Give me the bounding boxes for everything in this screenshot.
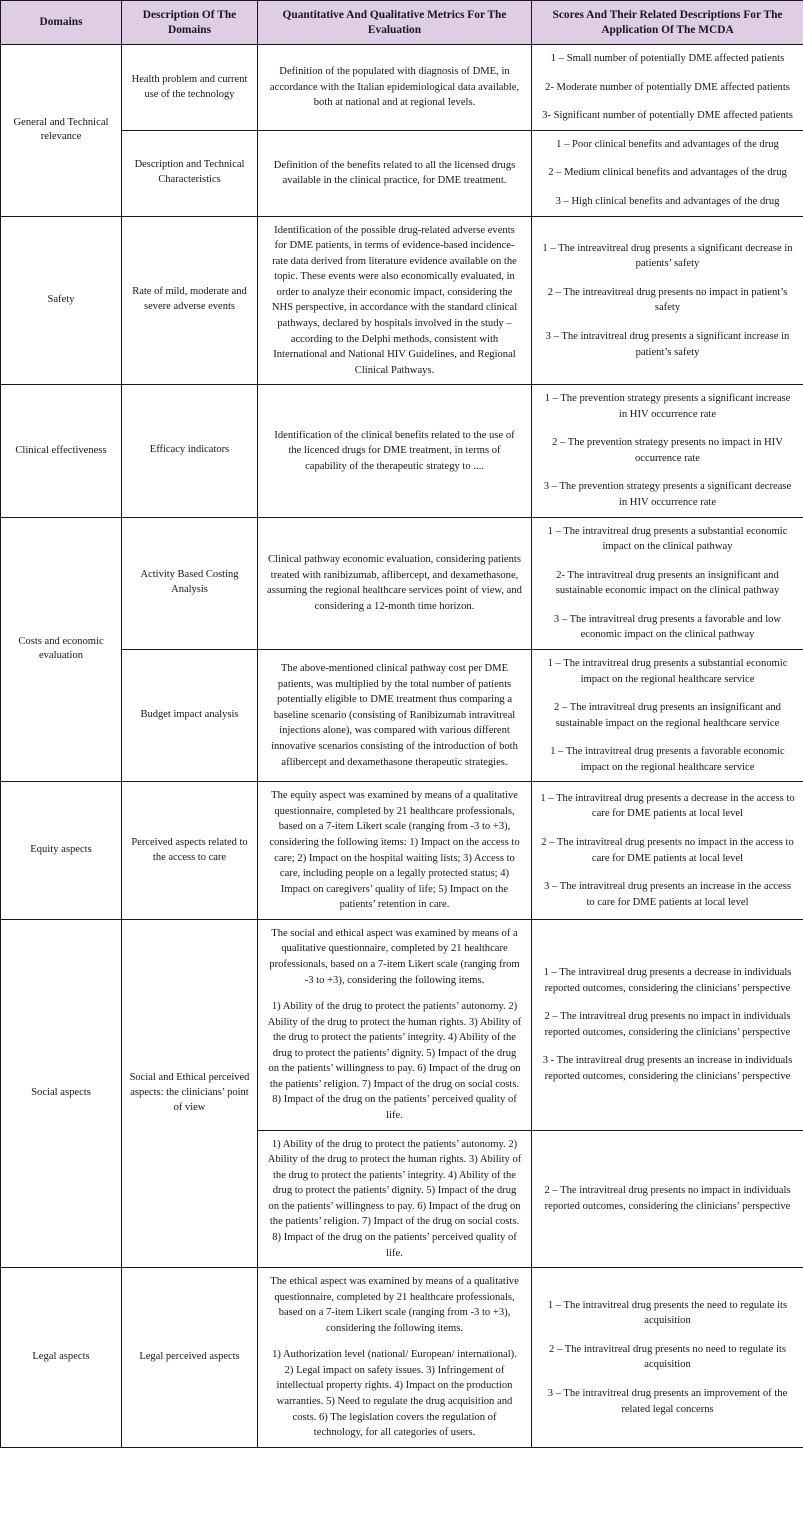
table-row <box>1 45 803 131</box>
scores-cell <box>532 385 803 517</box>
score-description: 1 – Small number of potentially DME affected patients <box>550 53 785 65</box>
metrics-cell <box>258 517 532 649</box>
table-row <box>1 216 803 385</box>
metrics-paragraph: The social and ethical aspect was examined by means of a qualitative questionnaire, completed by 21 healthcare professionals, based on a 7-item Likert scale (ranging from -3 to +3), considering the following items. <box>269 927 520 986</box>
scores-cell <box>532 517 803 649</box>
score-description: 3 – High clinical benefits and advantages of the drug <box>555 196 780 207</box>
description-cell: Efficacy indicators <box>122 385 258 517</box>
table-row <box>1 130 803 216</box>
metrics-cell <box>258 782 532 920</box>
table-row <box>1 1268 803 1448</box>
table-row <box>1 649 803 781</box>
metrics-cell <box>258 649 532 781</box>
score-description: 3- Significant number of potentially DME affected patients <box>542 110 793 122</box>
score-description: 3 – The prevention strategy presents a significant decrease in HIV occurrence rate <box>543 481 792 508</box>
metrics-cell <box>258 385 532 517</box>
score-description: 2 – The intravitreal drug presents no impact in individuals reported outcomes, considering the clinicians’ perspective <box>544 1011 791 1038</box>
metrics-paragraph: Clinical pathway economic evaluation, considering patients treated with ranibizumab, aflibercept, and dexamethasone, assuming the regional healthcare services point of view, and considering a 12-month time horizon. <box>267 554 522 612</box>
table-row <box>1 782 803 920</box>
score-description: 2 – The intravitreal drug presents no need to regulate its acquisition <box>549 1343 786 1371</box>
description-cell: Activity Based Costing Analysis <box>122 517 258 649</box>
description-cell: Rate of mild, moderate and severe adverse events <box>122 216 258 385</box>
score-description: 1 – The intravitreal drug presents a favorable economic impact on the regional healthcare service <box>550 746 785 773</box>
metrics-paragraph: 1) Authorization level (national/ European/ international). 2) Legal impact on safety issues. 3) Infringement of intellectual property rights. 4) Impact on the production warranties. 5) Need to regulate the drug acquisition and costs. 6) The legislation covers the regulation of technology, for all categories of users. <box>272 1349 517 1439</box>
column-header-metrics: Quantitative And Qualitative Metrics For The Evaluation <box>258 1 532 45</box>
domain-cell: Costs and economic evaluation <box>1 517 122 782</box>
scores-cell <box>532 782 803 920</box>
score-description: 3 – The intravitreal drug presents a significant increase in patient’s safety <box>545 330 790 358</box>
metrics-paragraph: Definition of the benefits related to all the licensed drugs available in the clinical practice, for DME treatment. <box>273 159 516 187</box>
domain-cell: General and Technical relevance <box>1 45 122 216</box>
domain-cell: Legal aspects <box>1 1268 122 1448</box>
description-cell: Budget impact analysis <box>122 649 258 781</box>
score-description: 3 – The intravitreal drug presents an improvement of the related legal concerns <box>547 1387 788 1415</box>
scores-cell <box>532 1130 803 1268</box>
description-cell: Perceived aspects related to the access to care <box>122 782 258 920</box>
scores-cell <box>532 45 803 131</box>
score-description: 1 – The intravitreal drug presents a decrease in the access to care for DME patients at local level <box>540 792 795 820</box>
description-cell: Legal perceived aspects <box>122 1268 258 1448</box>
domain-cell: Clinical effectiveness <box>1 385 122 517</box>
score-description: 2 – The prevention strategy presents no impact in HIV occurrence rate <box>552 437 783 464</box>
score-description: 2- The intravitreal drug presents an insignificant and sustainable economic impact on the clinical pathway <box>555 569 780 597</box>
score-description: 2 – The intravitreal drug presents an insignificant and sustainable impact on the regional healthcare service <box>554 702 781 729</box>
score-description: 1 – The intreavitreal drug presents a significant decrease in patients’ safety <box>542 242 793 270</box>
score-description: 1 – The prevention strategy presents a significant increase in HIV occurrence rate <box>544 393 791 420</box>
description-cell: Health problem and current use of the technology <box>122 45 258 131</box>
metrics-paragraph: Definition of the populated with diagnosis of DME, in accordance with the Italian epidemiological data available, both at national and at regional levels. <box>269 66 520 109</box>
metrics-cell <box>258 130 532 216</box>
column-header-description: Description Of The Domains <box>122 1 258 45</box>
metrics-cell <box>258 1130 532 1268</box>
scores-cell <box>532 130 803 216</box>
domain-cell: Safety <box>1 216 122 385</box>
metrics-paragraph: 1) Ability of the drug to protect the patients’ autonomy. 2) Ability of the drug to protect the human rights. 3) Ability of the drug to protect the patients’ integrity. 4) Ability of the drug to protect the patients’ dignity. 5) Impact of the drug on the patients’ willingness to pay. 6) Impact of the drug on the patients’ religion. 7) Impact of the drug on social costs. 8) Impact of the drug on the patients’ perceived quality of life. <box>267 1001 522 1121</box>
table-row <box>1 517 803 649</box>
score-description: 1 – The intravitreal drug presents a decrease in individuals reported outcomes, considering the clinicians’ perspective <box>543 967 792 994</box>
score-description: 1 – The intravitreal drug presents the need to regulate its acquisition <box>547 1299 788 1327</box>
score-description: 1 – The intravitreal drug presents a substantial economic impact on the clinical pathway <box>547 525 788 553</box>
metrics-paragraph: Identification of the clinical benefits related to the use of the licenced drugs for DME treatment, in terms of capability of the therapeutic strategy to .... <box>274 429 515 472</box>
column-header-scores: Scores And Their Related Descriptions For The Application Of The MCDA <box>532 1 803 45</box>
metrics-paragraph: The above-mentioned clinical pathway cost per DME patients, was multiplied by the total number of patients potentially eligible to DME treatment thus comparing a baseline scenario (consisting of Ranibizumab intravitreal injections alone), was compared with various different innovative scenarios consisting of the introduction of both aflibercept and dexamethasone therapeutic strategies. <box>271 663 518 768</box>
score-description: 2 – The intreavitreal drug presents no impact in patient’s safety <box>547 286 788 314</box>
table-row <box>1 385 803 517</box>
metrics-cell <box>258 45 532 131</box>
description-cell: Social and Ethical perceived aspects: the clinicians’ point of view <box>122 919 258 1267</box>
table-body <box>1 45 803 1448</box>
score-description: 3 – The intravitreal drug presents an increase in the access to care for DME patients at local level <box>544 881 791 908</box>
scores-cell <box>532 216 803 385</box>
metrics-cell <box>258 1268 532 1448</box>
metrics-paragraph: 1) Ability of the drug to protect the patients’ autonomy. 2) Ability of the drug to protect the human rights. 3) Ability of the drug to protect the patients’ integrity. 4) Ability of the drug to protect the patients’ dignity. 5) Impact of the drug on the patients’ willingness to pay. 6) Impact of the drug on the patients’ religion. 7) Impact of the drug on social costs. 8) Impact of the drug on the patients’ perceived quality of life. <box>267 1138 522 1259</box>
scores-cell <box>532 1268 803 1448</box>
domain-cell: Social aspects <box>1 919 122 1267</box>
scores-cell <box>532 919 803 1130</box>
metrics-cell <box>258 216 532 385</box>
domain-cell: Equity aspects <box>1 782 122 920</box>
score-description: 2- Moderate number of potentially DME affected patients <box>545 81 790 93</box>
scores-cell <box>532 649 803 781</box>
table-row <box>1 919 803 1130</box>
score-description: 1 – Poor clinical benefits and advantages of the drug <box>556 138 779 150</box>
score-description: 2 – The intravitreal drug presents no impact in individuals reported outcomes, considering the clinicians’ perspective <box>544 1185 791 1212</box>
score-description: 3 – The intravitreal drug presents a favorable and low economic impact on the clinical pathway <box>553 613 782 641</box>
description-cell: Description and Technical Characteristics <box>122 130 258 216</box>
score-description: 2 – The intravitreal drug presents no impact in the access to care for DME patients at local level <box>541 837 794 864</box>
score-description: 2 – Medium clinical benefits and advantages of the drug <box>548 167 787 179</box>
score-description: 1 – The intravitreal drug presents a substantial economic impact on the regional healthcare service <box>547 657 788 685</box>
score-description: 3 - The intravitreal drug presents an increase in individuals reported outcomes, considering the clinicians’ perspective <box>542 1055 793 1082</box>
column-header-domains: Domains <box>1 1 122 45</box>
header-row <box>1 1 803 45</box>
metrics-paragraph: Identification of the possible drug-related adverse events for DME patients, in terms of evidence-based incidence-rate data derived from literature evidence available on the topic. These events were also economically evaluated, in order to analyze their economic impact, considering the NHS perspective, in accordance with the standard clinical pathways, declared by hospitals involved in the study – according to the Delphi methods, consistent with International and National HIV Guidelines, and Regional Clinical Pathways. <box>271 224 518 376</box>
metrics-paragraph: The ethical aspect was examined by means of a qualitative questionnaire, completed by 21 healthcare professionals, based on a 7-item Likert scale (ranging from -3 to +3), considering the following items. <box>270 1276 519 1334</box>
table-header <box>1 1 803 45</box>
metrics-paragraph: The equity aspect was examined by means of a qualitative questionnaire, completed by 21 healthcare professionals, based on a 7-item Likert scale (ranging from -3 to +3), considering the following items: 1) Impact on the access to care; 2) Impact on the hospital waiting lists; 3) Access to care, including people on a legally protected status; 4) Impact on caregivers’ quality of life; 5) Impact on the patients’ retention in care. <box>269 790 520 911</box>
metrics-cell <box>258 919 532 1130</box>
